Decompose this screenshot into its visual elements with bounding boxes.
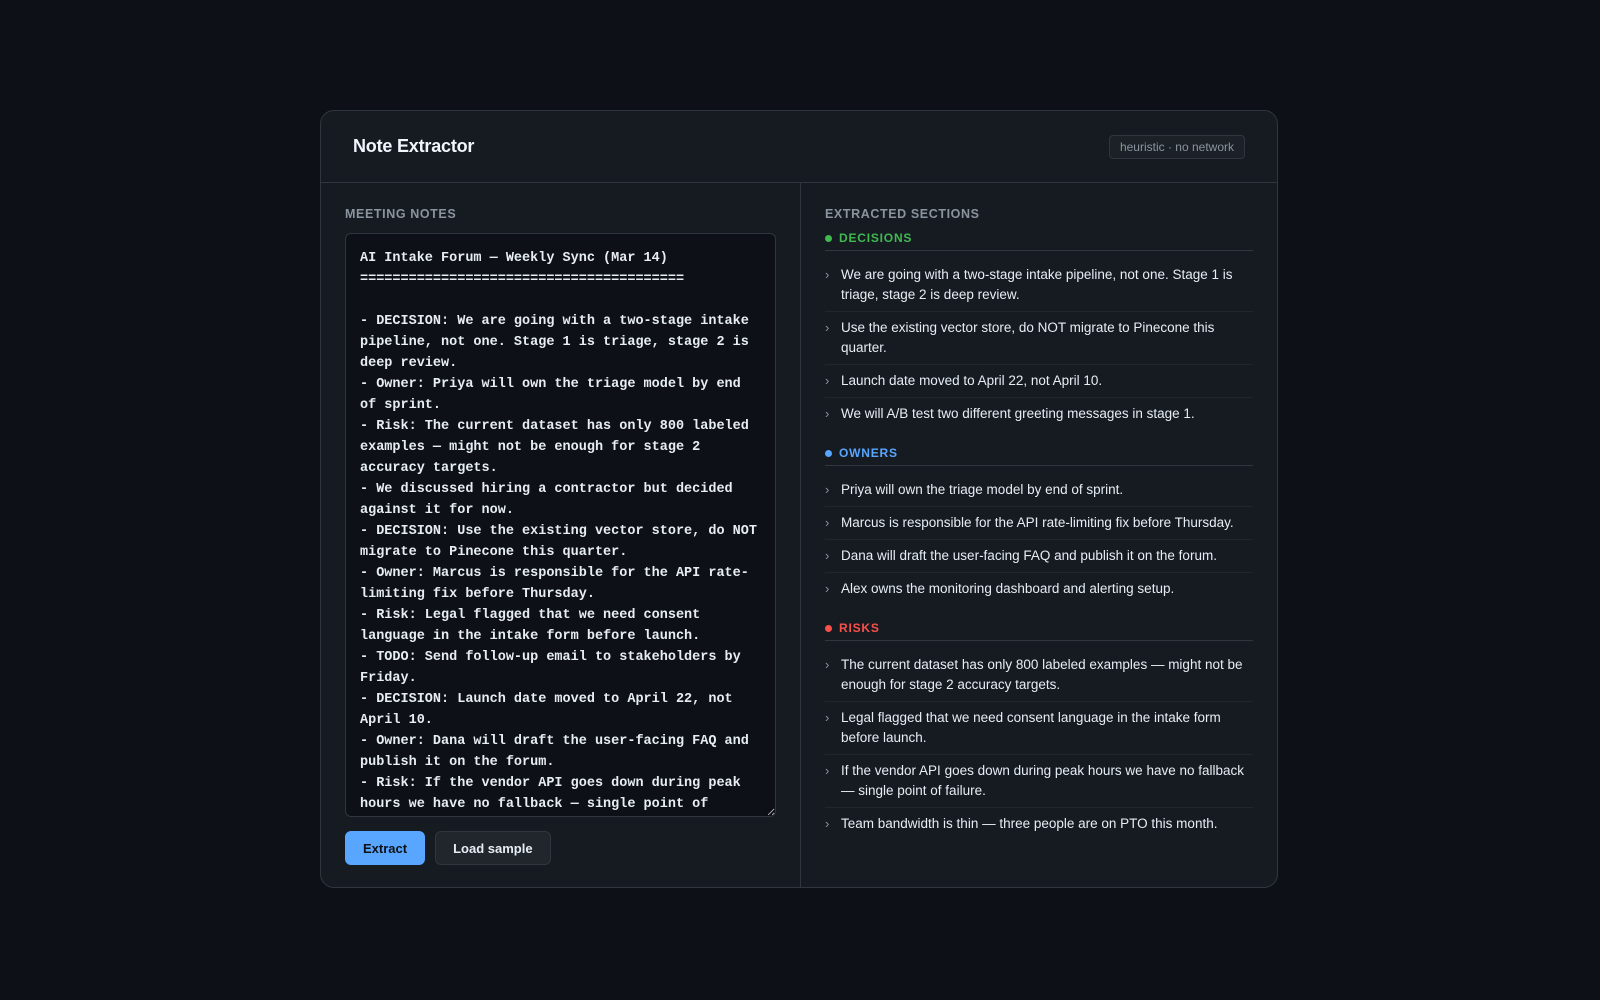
item-text: The current dataset has only 800 labeled examples — might not be enough for stage 2 accuracy targets.: [841, 657, 1243, 692]
mode-badge: heuristic · no network: [1109, 135, 1245, 159]
card-header: [321, 111, 1277, 183]
chevron-right-icon: ›: [825, 816, 830, 831]
chevron-right-icon: ›: [825, 581, 830, 596]
item-text: Marcus is responsible for the API rate-limiting fix before Thursday.: [841, 515, 1234, 530]
list-item: [825, 312, 1253, 365]
chevron-right-icon: ›: [825, 482, 830, 497]
item-text: We will A/B test two different greeting messages in stage 1.: [841, 406, 1195, 421]
results-label: EXTRACTED SECTIONS: [825, 207, 980, 221]
note-extractor-card: [320, 110, 1278, 888]
section-risks: [825, 621, 1253, 840]
list-item: [825, 573, 1253, 605]
section-heading: [825, 231, 1253, 251]
item-text: Use the existing vector store, do NOT migrate to Pinecone this quarter.: [841, 320, 1215, 355]
extracted-sections: [825, 231, 1253, 840]
chevron-right-icon: ›: [825, 515, 830, 530]
list-item: [825, 259, 1253, 312]
list-item: [825, 649, 1253, 702]
section-heading: [825, 621, 1253, 641]
list-item: [825, 702, 1253, 755]
notes-label: MEETING NOTES: [345, 207, 457, 221]
item-text: We are going with a two-stage intake pipeline, not one. Stage 1 is triage, stage 2 is deep review.: [841, 267, 1233, 302]
app-title: Note Extractor: [353, 136, 475, 156]
list-item: [825, 398, 1253, 430]
section-heading: [825, 446, 1253, 466]
action-row: [345, 831, 776, 865]
section-decisions: [825, 231, 1253, 430]
item-text: Alex owns the monitoring dashboard and alerting setup.: [841, 581, 1175, 596]
load-sample-button[interactable]: Load sample: [435, 831, 550, 865]
section-title: RISKS: [839, 621, 880, 635]
chevron-right-icon: ›: [825, 320, 830, 335]
list-item: [825, 540, 1253, 573]
list-item: [825, 507, 1253, 540]
chevron-right-icon: ›: [825, 710, 830, 725]
section-title: OWNERS: [839, 446, 898, 460]
section-title: DECISIONS: [839, 231, 913, 245]
item-text: Legal flagged that we need consent language in the intake form before launch.: [841, 710, 1221, 745]
list-item: [825, 365, 1253, 398]
chevron-right-icon: ›: [825, 406, 830, 421]
item-text: If the vendor API goes down during peak hours we have no fallback — single point of failure.: [841, 763, 1245, 798]
dot-icon: [825, 450, 832, 457]
dot-icon: [825, 235, 832, 242]
list-item: [825, 755, 1253, 808]
chevron-right-icon: ›: [825, 657, 830, 672]
list-item: [825, 474, 1253, 507]
card-body: [321, 183, 1277, 888]
chevron-right-icon: ›: [825, 763, 830, 778]
notes-pane: [321, 183, 801, 888]
list-item: [825, 808, 1253, 840]
item-text: Launch date moved to April 22, not April 10.: [841, 373, 1103, 388]
extract-button[interactable]: Extract: [345, 831, 425, 865]
results-pane: [801, 183, 1277, 888]
section-items: [825, 474, 1253, 605]
chevron-right-icon: ›: [825, 267, 830, 282]
item-text: Team bandwidth is thin — three people are on PTO this month.: [841, 816, 1218, 831]
dot-icon: [825, 625, 832, 632]
section-items: [825, 259, 1253, 430]
chevron-right-icon: ›: [825, 548, 830, 563]
chevron-right-icon: ›: [825, 373, 830, 388]
item-text: Priya will own the triage model by end of sprint.: [841, 482, 1124, 497]
meeting-notes-textarea[interactable]: [345, 233, 776, 817]
section-items: [825, 649, 1253, 840]
section-owners: [825, 446, 1253, 605]
item-text: Dana will draft the user-facing FAQ and publish it on the forum.: [841, 548, 1217, 563]
